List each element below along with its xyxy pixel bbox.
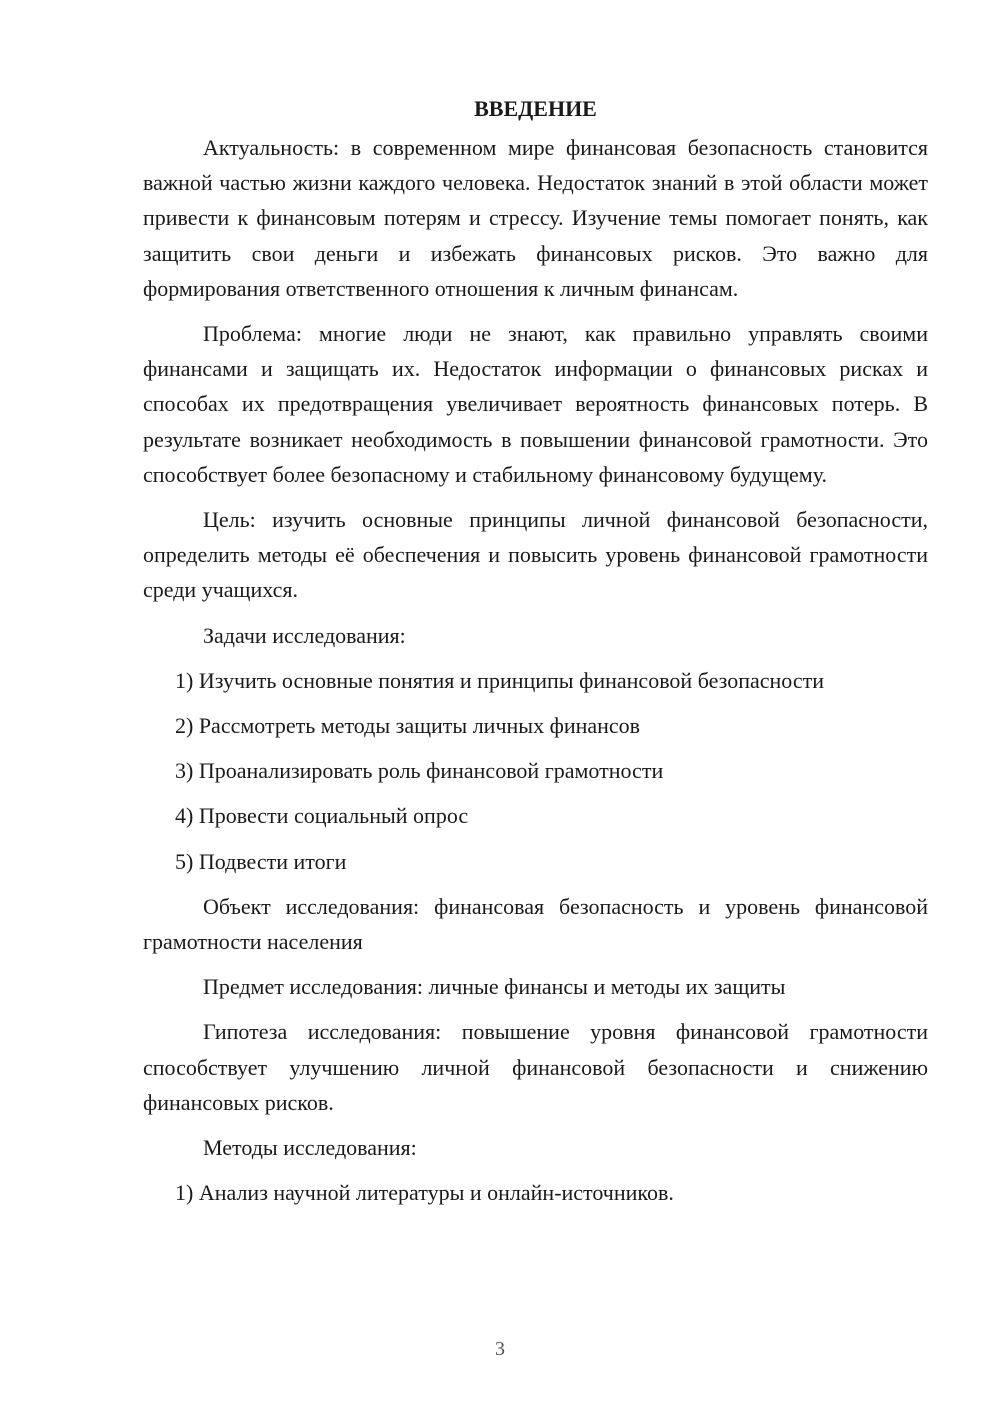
task-item: 2) Рассмотреть методы защиты личных финансов (175, 713, 641, 739)
object-paragraph: Объект исследования: финансовая безопасность и уровень финансовой грамотности населения (143, 893, 928, 955)
subject-paragraph: Предмет исследования: личные финансы и методы их защиты (203, 974, 786, 1000)
problem-paragraph: Проблема: многие люди не знают, как правильно управлять своими финансами и защищать их. Недостаток информации о финансовых рисках и способах их предотвращения увеличивает вероятность финансовых потерь. В результате возникает необходимость в повышении финансовой грамотности. Это способствует более безопасному и стабильному финансовому будущему. (143, 321, 928, 487)
hypothesis-paragraph: Гипотеза исследования: повышение уровня финансовой грамотности способствует улучшению личной финансовой безопасности и снижению финансовых рисков. (143, 1019, 928, 1115)
tasks-heading: Задачи исследования: (203, 622, 406, 648)
goal-paragraph: Цель: изучить основные принципы личной финансовой безопасности, определить методы её обеспечения и повысить уровень финансовой грамотности среди учащихся. (143, 507, 928, 603)
method-item: 1) Анализ научной литературы и онлайн-источников. (175, 1180, 674, 1206)
task-item: 3) Проанализировать роль финансовой грамотности (175, 758, 664, 784)
task-item: 5) Подвести итоги (175, 848, 347, 874)
methods-heading: Методы исследования: (203, 1135, 417, 1161)
task-item: 1) Изучить основные понятия и принципы финансовой безопасности (175, 667, 824, 693)
relevance-paragraph: Актуальность: в современном мире финансовая безопасность становится важной частью жизни каждого человека. Недостаток знаний в этой области может привести к финансовым потерям и стрессу. Изучение темы помогает понять, как защитить свои деньги и избежать финансовых рисков. Это важно для формирования ответственного отношения к личным финансам. (143, 135, 928, 301)
page-content (143, 92, 928, 1220)
task-item: 4) Провести социальный опрос (175, 803, 469, 829)
page-number: 3 (495, 1338, 505, 1360)
page-title: ВВЕДЕНИЕ (474, 96, 597, 121)
